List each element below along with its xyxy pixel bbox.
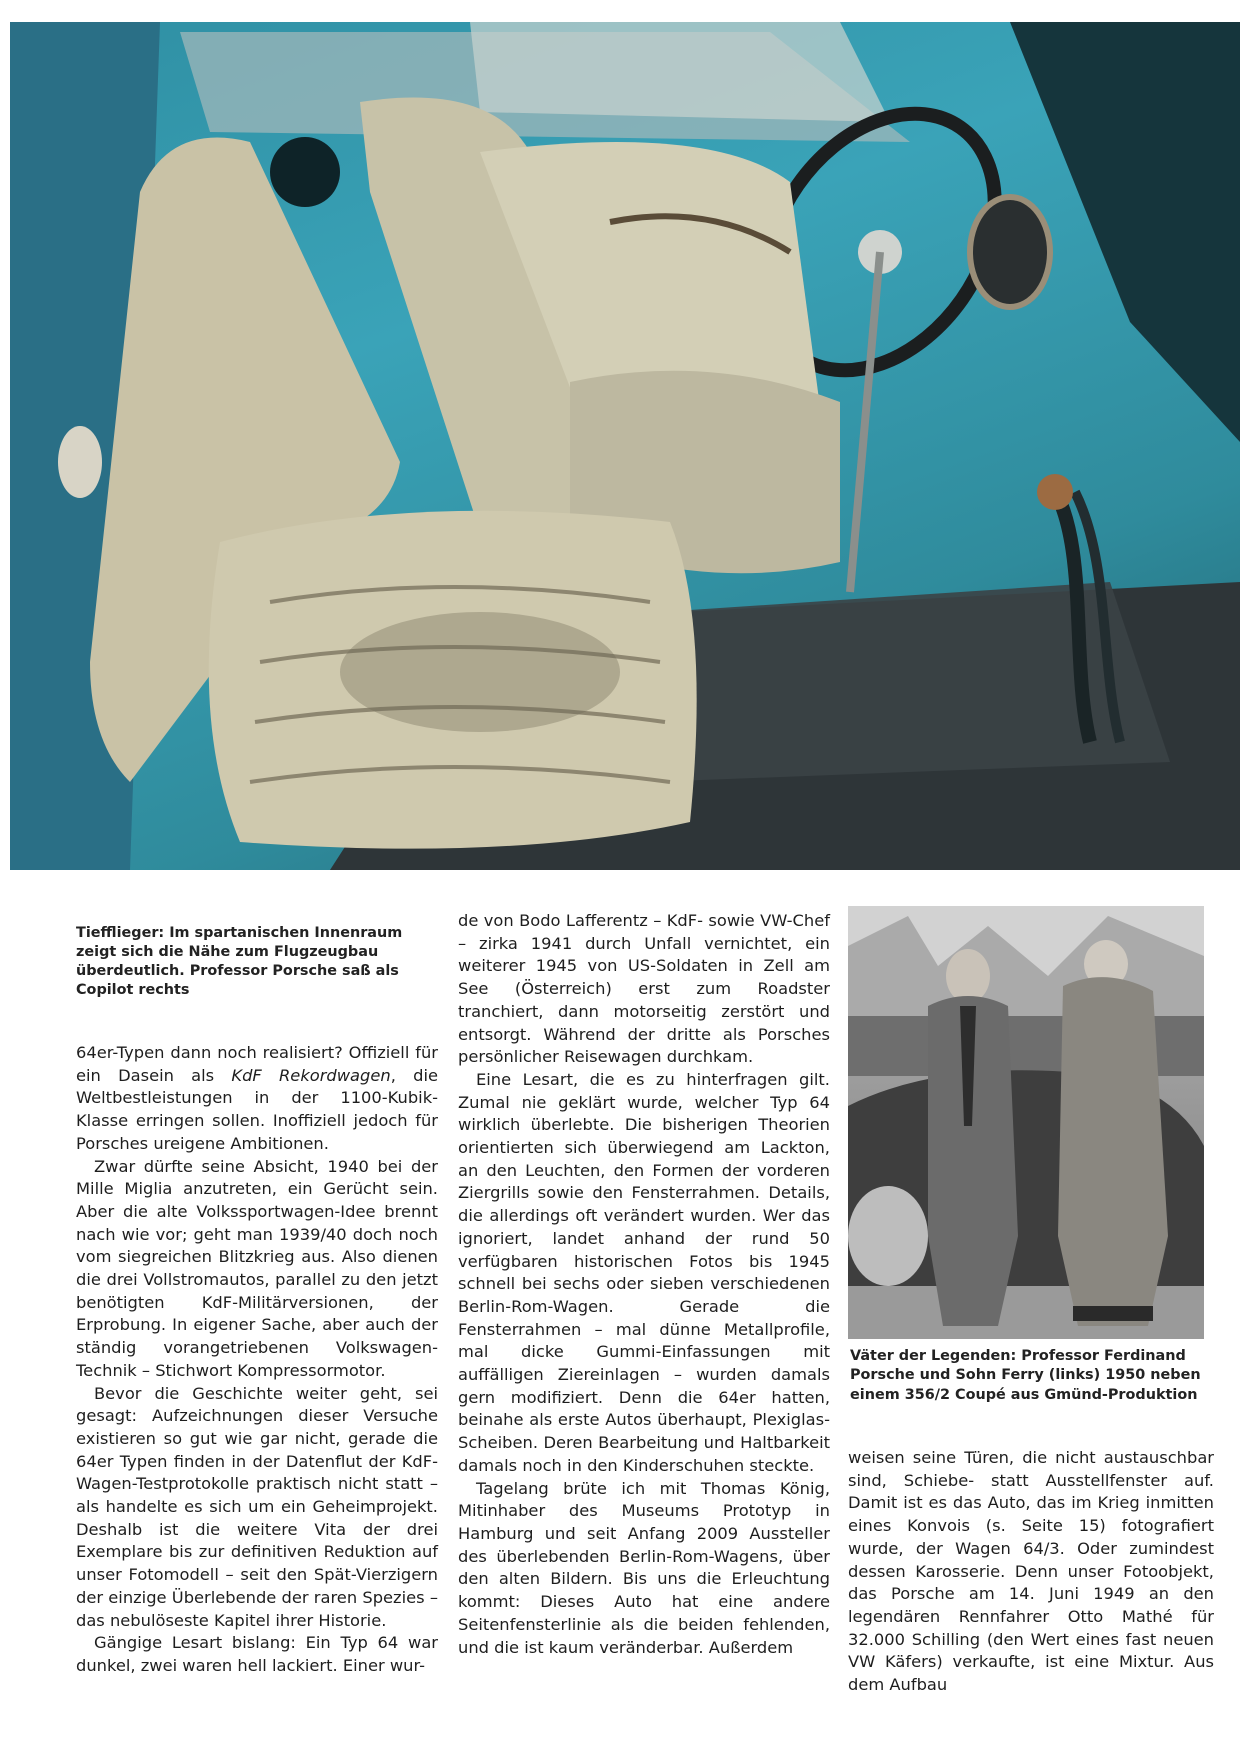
paragraph: Bevor die Geschichte weiter geht, sei gesagt: Aufzeichnungen dieser Versuche existieren so gut wie gar nicht, gerade die 64er Typen finden in der Datenflut der KdF-Wagen-Testprotokolle praktisch nicht statt – als handelte es sich um ein Geheimprojekt. Deshalb ist die weitere Vita der drei Exemplare bis zur definitiven Reduktion auf unser Fotomodell – seit den Spät-Vierzigern der einzige Überlebende der raren Spezies – das nebulöseste Kapitel ihrer Historie. [76, 1383, 438, 1630]
emphasized-text: KdF Rekordwagen [231, 1065, 391, 1085]
paragraph: Tagelang brüte ich mit Thomas König, Mitinhaber des Museums Prototyp in Hamburg und seit Anfang 2009 Aussteller des überlebenden Berlin-Rom-Wagens, über den alten Bildern. Bis uns die Erleuchtung kommt: Dieses Auto hat eine andere Seitenfensterlinie als die beiden fehlenden, und die ist kaum veränderbar. Außerdem [458, 1478, 830, 1657]
article-column-1 [76, 1042, 438, 1678]
paragraph [76, 1042, 438, 1156]
caption-text: Professor Ferdinand Porsche und Sohn Ferry (links) 1950 neben einem 356/2 Coupé aus Gmünd-Produktion [850, 1348, 1201, 1403]
paragraph-text: , die Weltbestleistungen in der 1100-Kubik-Klasse erringen sollen. Inoffiziell jedoch für Porsches ureigene Ambitionen. [76, 1065, 438, 1153]
caption-lead: Tiefflieger: [76, 925, 165, 941]
interior-photo [10, 22, 1240, 870]
article-column-3 [848, 1447, 1214, 1697]
paragraph: Eine Lesart, die es zu hinterfragen gilt. Zumal nie geklärt wurde, welcher Typ 64 wirklich überlebte. Die bisherigen Theorien orientierten sich überwiegend am Lackton, an den Leuchten, den Formen der vorderen Ziergrills sowie den Fensterrahmen. Details, die allerdings oft verändert wurden. Wer das ignoriert, landet anhand der rund 50 verfügbaren historischen Fotos bis 1945 schnell bei sechs oder sieben verschiedenen Berlin-Rom-Wagen. Gerade die Fensterrahmen – mal dünne Metallprofile, mal dicke Gummi-Einfassungen mit auffälligen Ziereinlagen – wurden damals gern modifiziert. Denn die 64er hatten, beinahe als erste Autos überhaupt, Plexiglas-Scheiben. Deren Bearbeitung und Haltbarkeit damals noch in den Kinderschuhen steckte. [458, 1069, 830, 1475]
bw-photo-illustration [848, 906, 1204, 1339]
photo-caption-bottom [850, 1347, 1220, 1405]
paragraph: de von Bodo Lafferentz – KdF- sowie VW-Chef – zirka 1941 durch Unfall vernichtet, ein weiterer 1945 von US-Soldaten in Zell am See (Österreich) erst zum Roadster tranchiert, dann motorseitig zerstört und entsorgt. Während der dritte als Porsches persönlicher Reisewagen durchkam. [458, 911, 830, 1067]
paragraph: weisen seine Türen, die nicht austauschbar sind, Schiebe- statt Ausstellfenster auf. Damit ist es das Auto, das im Krieg inmitten eines Konvois (s. Seite 15) fotografiert wurde, der Wagen 64/3. Oder zumindest dessen Karosserie. Denn unser Fotoobjekt, das Porsche am 14. Juni 1949 an den legendären Rennfahrer Otto Mathé für 32.000 Schilling (den Wert eines fast neuen VW Käfers) verkaufte, ist eine Mixtur. Aus dem Aufbau [848, 1448, 1214, 1695]
paragraph: Gängige Lesart bislang: Ein Typ 64 war dunkel, zwei waren hell lackiert. Einer wur- [76, 1633, 438, 1675]
paragraph: Zwar dürfte seine Absicht, 1940 bei der Mille Miglia anzutreten, ein Gerücht sein. Aber die alte Volkssportwagen-Idee brennt nach wie vor; geht man 1939/40 doch noch vom siegreichen Blitzkrieg aus. Also dienen die drei Vollstromautos, parallel zu den jetzt benötigten KdF-Militärversionen, der Erprobung. In eigener Sache, aber auch der ständig vorangetriebenen Volkswagen-Technik – Stichwort Kompressormotor. [76, 1156, 438, 1380]
article-column-2 [458, 910, 830, 1659]
interior-photo-illustration [10, 22, 1240, 870]
caption-text: Im spartanischen Innenraum zeigt sich die Nähe zum Flugzeugbau überdeutlich. Professor Porsche saß als Copilot rechts [76, 925, 403, 998]
paragraph-text: 64er-Typen dann noch realisiert? Offiziell für ein Dasein als [76, 1043, 438, 1085]
caption-lead: Väter der Legenden: [850, 1348, 1017, 1364]
porsche-father-son-photo [848, 906, 1204, 1339]
photo-caption-top [76, 924, 446, 1000]
